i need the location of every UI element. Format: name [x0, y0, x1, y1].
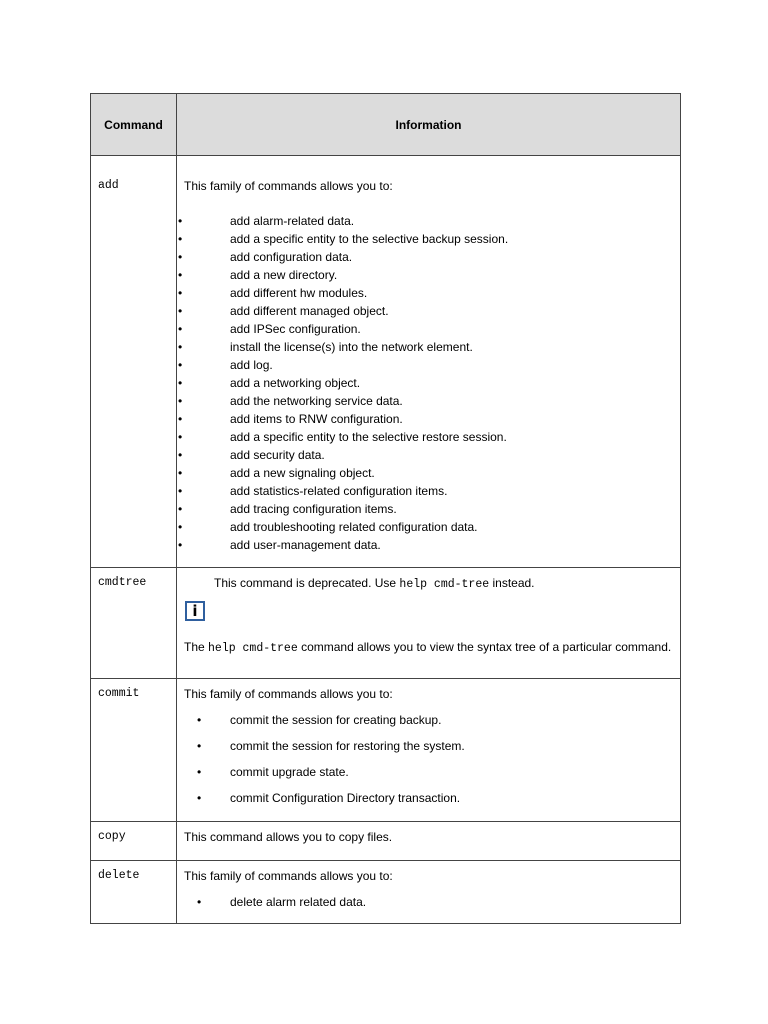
list-item-text: add troubleshooting related configuration data. [230, 520, 478, 534]
bullet-icon: • [178, 286, 183, 300]
table-row-commit [91, 679, 681, 822]
list-item [177, 518, 680, 536]
bullet-icon: • [178, 376, 183, 390]
information-cell [177, 822, 681, 861]
list-item [177, 791, 680, 817]
intro-text: This family of commands allows you to: [184, 869, 393, 883]
list-item-text: add a new signaling object. [230, 466, 375, 480]
bullet-list [177, 713, 680, 817]
command-cell [91, 861, 177, 924]
list-item [177, 500, 680, 518]
list-item-text: add items to RNW configuration. [230, 412, 403, 426]
bullet-icon: • [178, 538, 183, 552]
bullet-icon: • [178, 340, 183, 354]
list-item-text: add tracing configuration items. [230, 502, 397, 516]
list-item-text: add configuration data. [230, 250, 353, 264]
deprecation-note [177, 568, 680, 591]
list-item [177, 392, 680, 410]
intro-text: This family of commands allows you to: [184, 179, 393, 193]
inline-code: help cmd-tree [399, 578, 490, 591]
list-item-text: add different managed object. [230, 304, 389, 318]
bullet-icon: • [197, 739, 202, 753]
command-table [90, 93, 681, 924]
bullet-icon: • [178, 322, 183, 336]
list-item-text: commit the session for creating backup. [230, 713, 442, 727]
bullet-icon: • [178, 466, 183, 480]
list-item [177, 428, 680, 446]
list-item-text: commit Configuration Directory transaction. [230, 791, 461, 805]
bullet-icon: • [178, 304, 183, 318]
command-name: cmdtree [98, 576, 147, 589]
list-item [177, 320, 680, 338]
command-cell [91, 568, 177, 679]
deprecation-text-post: instead. [489, 576, 535, 590]
list-item [177, 536, 680, 554]
list-item [177, 230, 680, 248]
command-name: commit [98, 687, 140, 700]
list-item-text: add a specific entity to the selective backup session. [230, 232, 509, 246]
table-row-copy [91, 822, 681, 861]
header-command: Command [91, 94, 177, 156]
bullet-list [177, 895, 680, 921]
list-item [177, 212, 680, 230]
list-item [177, 464, 680, 482]
deprecation-text-pre: This command is deprecated. Use [214, 576, 400, 590]
intro-text: This family of commands allows you to: [184, 687, 393, 701]
list-item-text: add log. [230, 358, 273, 372]
bullet-icon: • [178, 250, 183, 264]
bullet-icon: • [197, 765, 202, 779]
list-item-text: commit upgrade state. [230, 765, 349, 779]
table-row-add [91, 156, 681, 568]
bullet-icon: • [178, 358, 183, 372]
command-name: copy [98, 830, 126, 843]
description-text: This command allows you to copy files. [184, 830, 393, 844]
bullet-icon: • [178, 268, 183, 282]
list-item-text: add a new directory. [230, 268, 338, 282]
help-text-post: command allows you to view the syntax tree of a particular command. [297, 640, 672, 654]
list-item-text: add a specific entity to the selective restore session. [230, 430, 507, 444]
command-cell [91, 679, 177, 822]
list-item [177, 410, 680, 428]
list-item [177, 284, 680, 302]
list-item-text: add the networking service data. [230, 394, 403, 408]
command-cell [91, 156, 177, 568]
list-item [177, 248, 680, 266]
help-note [177, 621, 680, 655]
list-item [177, 765, 680, 791]
bullet-icon: • [178, 394, 183, 408]
inline-code: help cmd-tree [208, 642, 298, 655]
list-item-text: add user-management data. [230, 538, 381, 552]
list-item [177, 895, 680, 921]
bullet-icon: • [178, 448, 183, 462]
list-item [177, 739, 680, 765]
bullet-icon: • [178, 484, 183, 498]
info-icon: i [185, 601, 205, 621]
list-item-text: add IPSec configuration. [230, 322, 361, 336]
information-cell [177, 568, 681, 679]
command-name: add [98, 179, 119, 192]
list-item [177, 356, 680, 374]
list-item-text: add alarm-related data. [230, 214, 355, 228]
list-item-text: commit the session for restoring the system. [230, 739, 465, 753]
list-item [177, 446, 680, 464]
bullet-icon: • [178, 412, 183, 426]
list-item [177, 302, 680, 320]
help-text-pre: The [184, 640, 209, 654]
table-row-delete [91, 861, 681, 924]
information-cell [177, 679, 681, 822]
bullet-icon: • [178, 214, 183, 228]
information-cell [177, 156, 681, 568]
list-item-text: add statistics-related configuration items. [230, 484, 448, 498]
list-item-text: add security data. [230, 448, 325, 462]
bullet-icon: • [178, 502, 183, 516]
list-item [177, 266, 680, 284]
bullet-icon: • [178, 520, 183, 534]
table-row-cmdtree [91, 568, 681, 679]
list-item-text: add different hw modules. [230, 286, 368, 300]
list-item-text: delete alarm related data. [230, 895, 367, 909]
list-item [177, 482, 680, 500]
bullet-icon: • [178, 430, 183, 444]
command-cell [91, 822, 177, 861]
list-item [177, 338, 680, 356]
header-row [91, 94, 681, 156]
header-information: Information [177, 94, 681, 156]
bullet-icon: • [197, 791, 202, 805]
bullet-icon: • [178, 232, 183, 246]
bullet-icon: • [197, 895, 202, 909]
list-item [177, 374, 680, 392]
list-item-text: add a networking object. [230, 376, 361, 390]
list-item-text: install the license(s) into the network element. [230, 340, 473, 354]
information-cell [177, 861, 681, 924]
command-name: delete [98, 869, 140, 882]
bullet-icon: • [197, 713, 202, 727]
list-item [177, 713, 680, 739]
bullet-list [177, 212, 680, 554]
